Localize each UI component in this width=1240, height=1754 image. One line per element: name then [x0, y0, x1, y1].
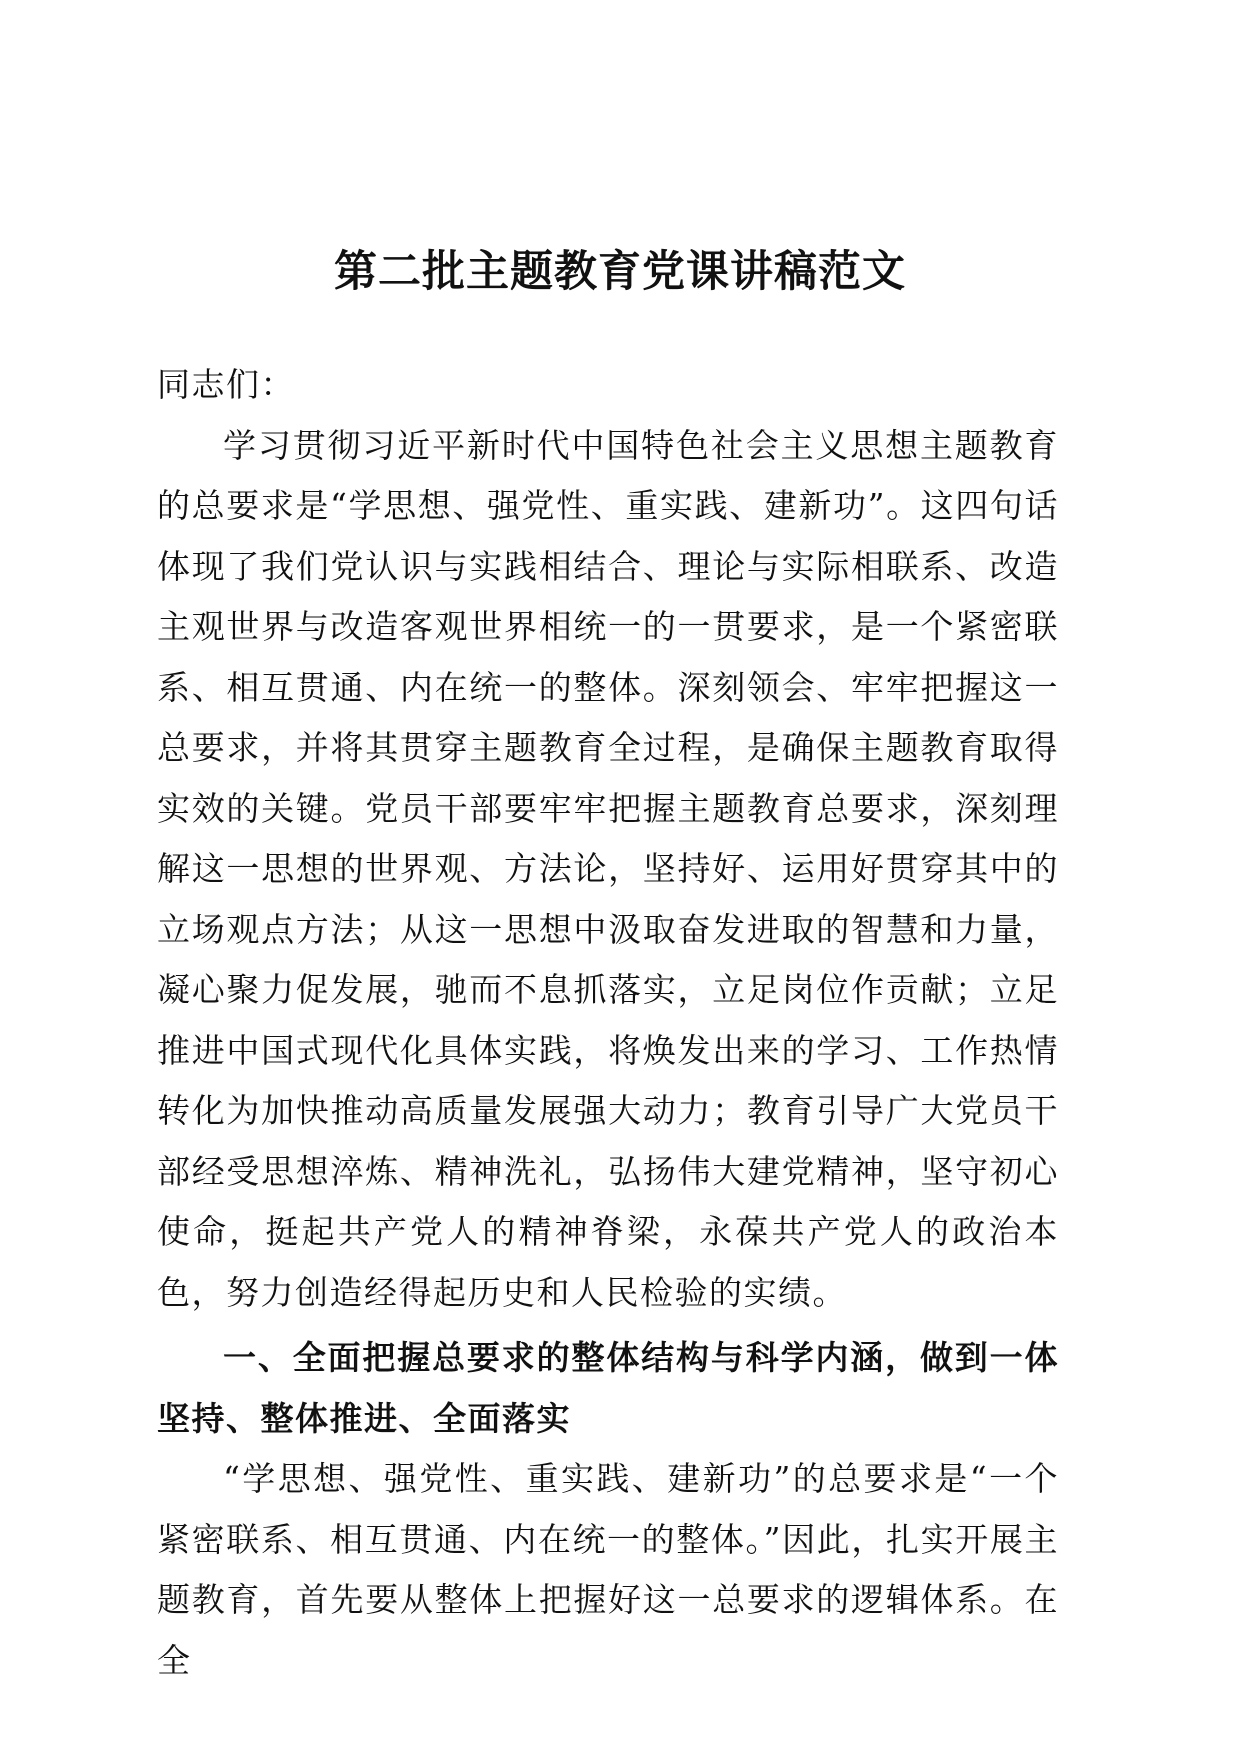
document-body	[157, 355, 1059, 1691]
document-title: 第二批主题教育党课讲稿范文	[334, 247, 906, 297]
section-heading: 一、全面把握总要求的整体结构与科学内涵，做到一体坚持、整体推进、全面落实	[157, 1338, 1059, 1438]
salutation: 同志们：	[157, 365, 295, 404]
section-paragraph: “学思想、强党性、重实践、建新功”的总要求是“一个紧密联系、相互贯通、内在统一的整体。”因此，扎实开展主题教育，首先要从整体上把握好这一总要求的逻辑体系。在全	[157, 1459, 1059, 1680]
intro-paragraph: 学习贯彻习近平新时代中国特色社会主义思想主题教育的总要求是“学思想、强党性、重实践、建新功”。这四句话体现了我们党认识与实践相结合、理论与实际相联系、改造主观世界与改造客观世界相统一的一贯要求，是一个紧密联系、相互贯通、内在统一的整体。深刻领会、牢牢把握这一总要求，并将其贯穿主题教育全过程，是确保主题教育取得实效的关键。党员干部要牢牢把握主题教育总要求，深刻理解这一思想的世界观、方法论，坚持好、运用好贯穿其中的立场观点方法；从这一思想中汲取奋发进取的智慧和力量，凝心聚力促发展，驰而不息抓落实，立足岗位作贡献；立足推进中国式现代化具体实践，将焕发出来的学习、工作热情转化为加快推动高质量发展强大动力；教育引导广大党员干部经受思想淬炼、精神洗礼，弘扬伟大建党精神，坚守初心使命，挺起共产党人的精神脊梁，永葆共产党人的政治本色，努力创造经得起历史和人民检验的实绩。	[157, 425, 1059, 1312]
